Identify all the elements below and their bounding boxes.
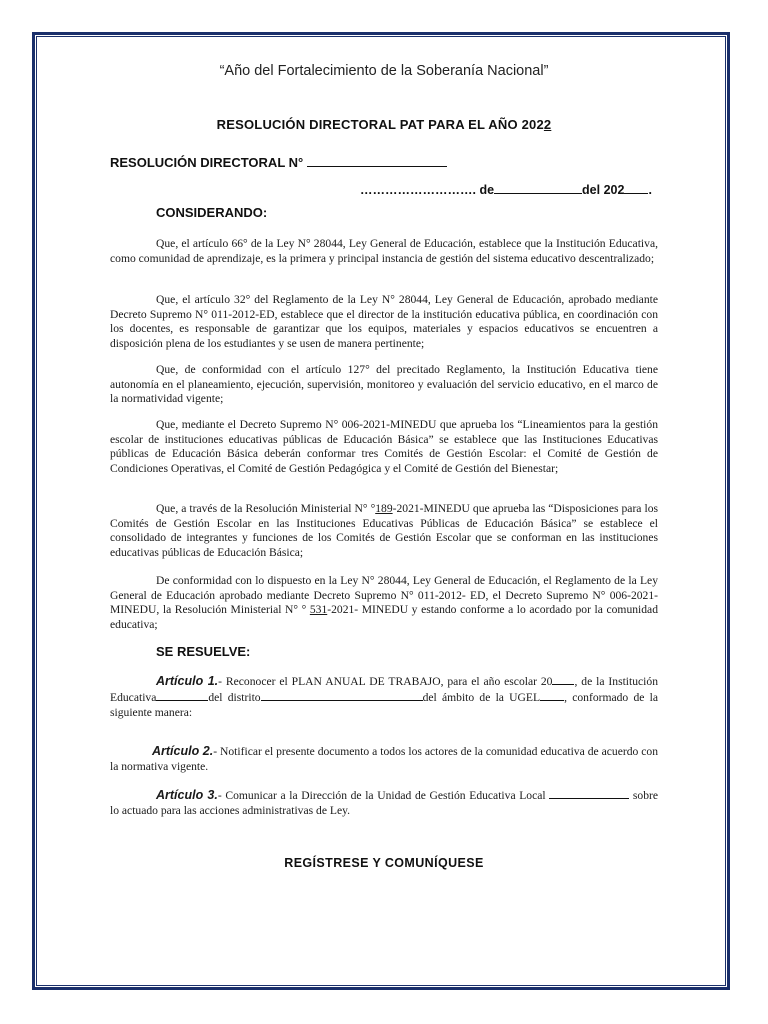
article-3-text-b: sobre lo actuado para las acciones administrativas de Ley. xyxy=(110,789,658,817)
article-2-text: - Notificar el presente documento a todos los actores de la comunidad educativa de acuerdo con la normativa vigente. xyxy=(110,745,658,773)
p5-rm-number: 189 xyxy=(375,502,393,515)
article-1 xyxy=(110,673,658,720)
resolution-number-line xyxy=(110,155,447,170)
p5-text-b: -2021-MINEDU que aprueba las “Disposiciones para los Comités de Gestión Escolar en las Instituciones Educativas Públicas de Educación Básica” se establece el consolidado de integrantes y funciones de los Comités de Gestión Escolar que se conforman en las instituciones educativas públicas de Educación Básica; xyxy=(110,502,658,559)
date-day-month-blank xyxy=(494,182,582,194)
article-1-text-d: del ámbito de la UGEL xyxy=(422,691,541,704)
school-year-blank xyxy=(552,673,574,685)
ugel-name-blank xyxy=(549,787,629,799)
article-1-text-a: - Reconocer el PLAN ANUAL DE TRABAJO, para el año escolar 20 xyxy=(218,675,553,688)
resolution-number-blank xyxy=(307,155,447,167)
considerando-paragraph-2: Que, el artículo 32° del Reglamento de la Ley N° 28044, Ley General de Educación, aprobado mediante Decreto Supremo N° 011-2012-ED, establece que el director de la institución educativa pública, en coordinación con los docentes, es responsable de garantizar que los equipos, materiales y espacios educativos se encuentren a disposición plena de los estudiantes y se usen de manera pertinente; xyxy=(110,293,658,350)
article-1-label: Artículo 1. xyxy=(156,674,219,688)
year-motto: “Año del Fortalecimiento de la Soberanía Nacional” xyxy=(219,63,549,79)
article-2 xyxy=(110,744,658,774)
article-1-text-b: , de la Institución Educativa xyxy=(110,675,659,704)
title-text: RESOLUCIÓN DIRECTORAL PAT PARA EL AÑO 202 xyxy=(216,117,544,132)
date-de: de xyxy=(475,183,495,197)
title-last-digit: 2 xyxy=(543,117,552,132)
article-2-label: Artículo 2. xyxy=(152,744,214,758)
ugel-blank xyxy=(540,689,564,701)
considerando-paragraph-3: Que, de conformidad con el artículo 127° del precitado Reglamento, la Institución Educativa tiene autonomía en el planeamiento, ejecución, supervisión, monitoreo y evaluación del servicio educativo, en el marco de la normatividad vigente; xyxy=(110,363,658,406)
considerando-paragraph-5 xyxy=(110,502,658,560)
article-1-text-c: del distrito xyxy=(208,691,261,704)
article-1-text-e: , conformado de la siguiente manera: xyxy=(110,691,658,719)
date-del: del 202 xyxy=(582,183,625,197)
considerando-heading: CONSIDERANDO: xyxy=(156,205,268,220)
closing-formula: REGÍSTRESE Y COMUNÍQUESE xyxy=(284,856,484,870)
considerando-paragraph-4: Que, mediante el Decreto Supremo N° 006-2021-MINEDU que aprueba los “Lineamientos para la gestión escolar de instituciones educativas públicas de Educación Básica” se establece que las Instituciones Educativas públicas de Educación Básica deberán conformar tres Comités de Gestión Escolar: el Comité de Gestión de Condiciones Operativas, el Comité de Gestión Pedagógica y el Comité de Gestión del Bienestar; xyxy=(110,418,658,475)
p6-text-a: De conformidad con lo dispuesto en la Ley N° 28044, Ley General de Educación, el Reglamento de la Ley General de Educación aprobado mediante Decreto Supremo N° 011-2012- ED, el Decreto Supremo N° 006-2021-MINEDU, la Resolución Ministerial N° ° xyxy=(110,574,658,617)
considerando-paragraph-6 xyxy=(110,574,658,632)
p6-rm-number: 531 xyxy=(309,603,328,617)
article-3-text: - Comunicar a la Dirección de la Unidad de Gestión Educativa Local xyxy=(217,789,546,802)
resolution-number-label: RESOLUCIÓN DIRECTORAL N° xyxy=(110,155,304,170)
date-end: . xyxy=(648,183,652,197)
p6-text-b: -2021- MINEDU y estando conforme a lo acordado por la comunidad educativa; xyxy=(110,603,658,631)
document-title xyxy=(110,117,658,132)
institution-blank xyxy=(156,689,208,701)
date-place-dots: ………………………. xyxy=(360,183,476,197)
article-3-label: Artículo 3. xyxy=(156,788,218,802)
article-3 xyxy=(110,787,658,818)
district-blank xyxy=(261,689,423,701)
se-resuelve-heading: SE RESUELVE: xyxy=(156,644,251,659)
date-line xyxy=(360,182,652,197)
p5-text-a: Que, a través de la Resolución Ministerial N° ° xyxy=(156,502,376,515)
date-year-blank xyxy=(624,182,648,194)
considerando-paragraph-1: Que, el artículo 66° de la Ley N° 28044, Ley General de Educación, establece que la Institución Educativa, como comunidad de aprendizaje, es la primera y principal instancia de gestión del sistema educativo descentralizado; xyxy=(110,237,658,265)
